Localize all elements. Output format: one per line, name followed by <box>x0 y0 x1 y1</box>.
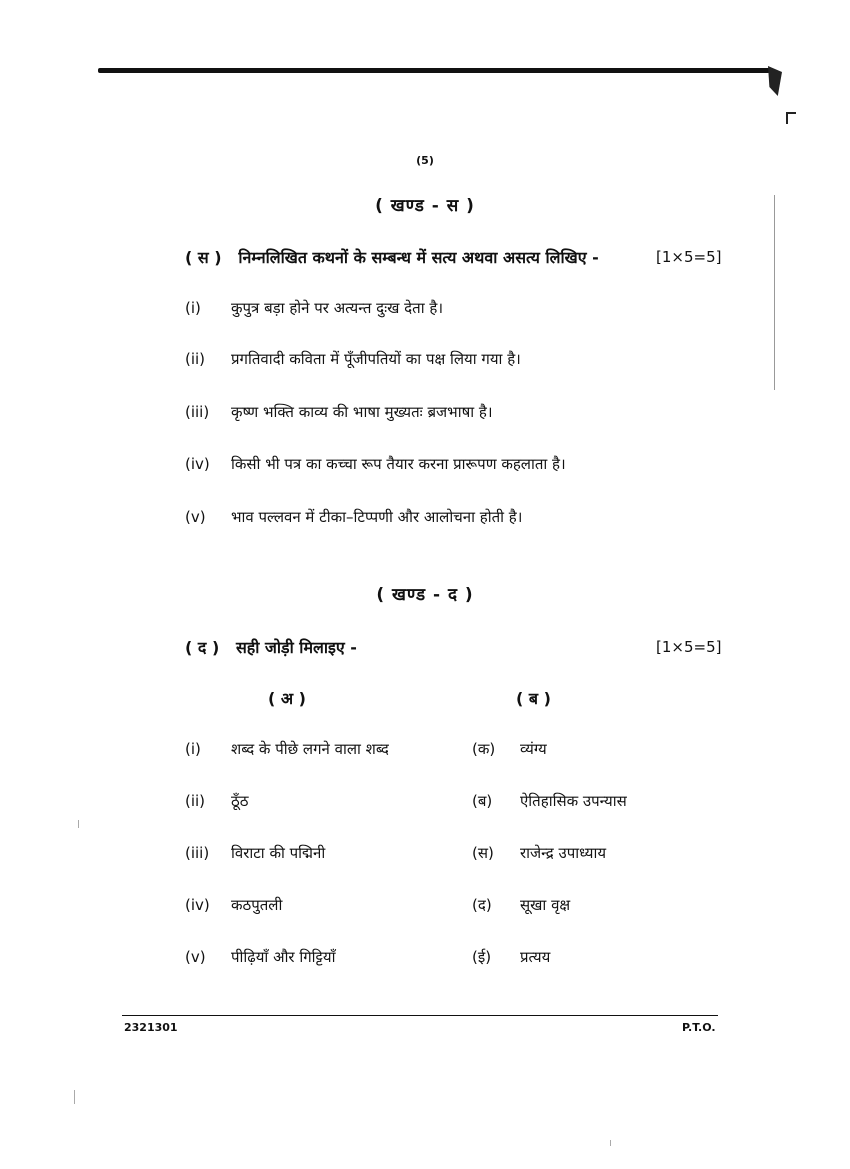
item-number: (ii) <box>185 350 206 368</box>
item-text: कुपुत्र बड़ा होने पर अत्यन्त दुःख देता है। <box>231 299 443 317</box>
statement-item <box>185 454 566 474</box>
item-number: (स) <box>472 844 494 862</box>
page-number: (5) <box>416 154 434 167</box>
section-c-marks: [1×5=5] <box>656 248 722 266</box>
item-text: सूखा वृक्ष <box>520 896 571 914</box>
column-a-heading: ( अ ) <box>268 689 306 708</box>
question-text: निम्नलिखित कथनों के सम्बन्ध में सत्य अथवा असत्य लिखिए - <box>238 248 599 267</box>
section-d-heading: ( खण्ड - द ) <box>376 585 474 605</box>
scan-side-line <box>774 195 775 390</box>
scan-corner-mark <box>768 66 782 96</box>
scan-speck <box>610 1140 611 1146</box>
statement-item <box>185 507 522 527</box>
statement-item <box>185 349 521 369</box>
scan-speck <box>74 1090 75 1104</box>
item-number: (iii) <box>185 403 210 421</box>
item-text: शब्द के पीछे लगने वाला शब्द <box>231 740 389 758</box>
item-text: विराटा की पद्मिनी <box>231 844 326 862</box>
pto-label: P.T.O. <box>682 1021 716 1034</box>
statement-item <box>185 298 443 318</box>
question-label: ( द ) <box>185 638 220 657</box>
match-left-item <box>185 843 325 863</box>
item-number: (iv) <box>185 455 210 473</box>
item-number: (द) <box>472 896 492 914</box>
match-right-item <box>472 791 627 811</box>
scan-speck <box>78 820 79 828</box>
item-number: (v) <box>185 948 206 966</box>
item-text: प्रत्यय <box>520 948 551 966</box>
item-text: कृष्ण भक्ति काव्य की भाषा मुख्यतः ब्रजभाषा है। <box>231 403 493 421</box>
item-number: (ii) <box>185 792 206 810</box>
match-left-item <box>185 947 335 967</box>
match-right-item <box>472 895 570 915</box>
item-text: व्यंग्य <box>520 740 547 758</box>
item-text: कठपुतली <box>231 896 283 914</box>
statement-item <box>185 402 493 422</box>
item-text: भाव पल्लवन में टीका–टिप्पणी और आलोचना होती है। <box>231 508 523 526</box>
match-right-item <box>472 843 606 863</box>
section-c-question <box>185 246 599 268</box>
item-number: (ई) <box>472 948 492 966</box>
footer-rule <box>122 1015 718 1016</box>
question-label: ( स ) <box>185 248 222 267</box>
item-text: ठूँठ <box>231 792 249 810</box>
section-d-question <box>185 636 357 658</box>
item-number: (iii) <box>185 844 210 862</box>
item-number: (क) <box>472 740 496 758</box>
item-number: (v) <box>185 508 206 526</box>
top-rule <box>98 68 770 73</box>
match-left-item <box>185 791 248 811</box>
item-number: (iv) <box>185 896 210 914</box>
question-text: सही जोड़ी मिलाइए - <box>235 638 357 657</box>
item-number: (i) <box>185 299 201 317</box>
item-text: ऐतिहासिक उपन्यास <box>520 792 627 810</box>
match-right-item <box>472 739 547 759</box>
item-text: प्रगतिवादी कविता में पूँजीपतियों का पक्ष लिया गया है। <box>231 350 521 368</box>
paper-code: 2321301 <box>124 1021 178 1034</box>
match-left-item <box>185 739 389 759</box>
column-b-heading: ( ब ) <box>516 689 551 708</box>
section-c-heading: ( खण्ड - स ) <box>375 196 475 216</box>
item-text: किसी भी पत्र का कच्चा रूप तैयार करना प्रारूपण कहलाता है। <box>231 455 566 473</box>
match-right-item <box>472 947 550 967</box>
match-left-item <box>185 895 282 915</box>
scan-corner-tick-vertical <box>786 112 788 124</box>
section-d-marks: [1×5=5] <box>656 638 722 656</box>
item-number: (i) <box>185 740 201 758</box>
item-number: (ब) <box>472 792 493 810</box>
item-text: पीढ़ियाँ और गिट्टियाँ <box>231 948 336 966</box>
item-text: राजेन्द्र उपाध्याय <box>520 844 607 862</box>
